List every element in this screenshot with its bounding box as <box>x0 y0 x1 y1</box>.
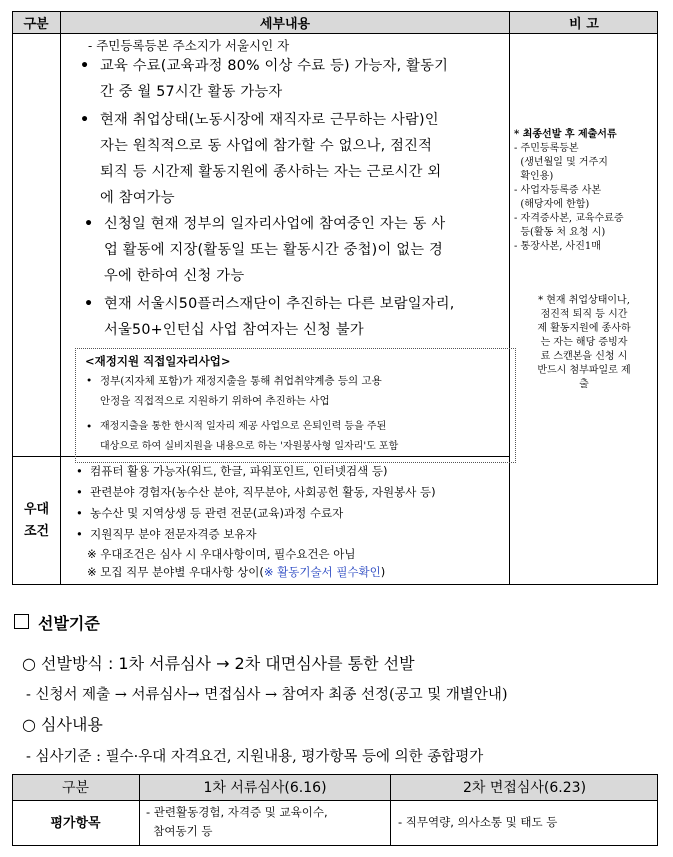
fund-line: 안정을 직접적으로 지원하기 위하여 추진하는 사업 <box>100 395 330 407</box>
remarks-note-line: * 현재 취업상태이나, <box>538 295 630 306</box>
preference-note: ※ 우대조건은 심사 시 우대사항이며, 필수요건은 아님 <box>87 547 356 561</box>
bullet-line: 현재 취업상태(노동시장에 재직자로 근무하는 사람)인 <box>100 112 439 128</box>
preference-item <box>76 484 506 500</box>
preference-label-line: 우대 <box>23 502 50 517</box>
bullet-dot: • <box>76 464 83 478</box>
bullet-employment <box>80 107 508 211</box>
header-category <box>12 11 60 33</box>
remarks-note-line: 출 <box>579 379 589 390</box>
bullet-dot: • <box>76 527 83 541</box>
bullet-dot: • <box>86 421 93 433</box>
review-criteria: - 심사기준 : 필수·우대 자격요건, 지원내용, 평가항목 등에 의한 종합평가 <box>26 749 484 765</box>
remarks-line: (생년월일 및 거주지 <box>514 157 608 168</box>
eval-first-line: 참여동기 등 <box>146 824 213 838</box>
eval-header-label: 1차 서류심사(6.16) <box>203 780 327 796</box>
bullet-dot: • <box>84 216 94 232</box>
address-condition: - 주민등록등본 주소지가 서울시인 자 <box>88 38 290 53</box>
eval-first-line: - 관련활동경험, 자격증 및 교육이수, <box>146 805 328 819</box>
remarks-note-line: 료 스캔본을 신청 시 <box>540 351 628 362</box>
eval-second: - 직무역량, 의사소통 및 태도 등 <box>398 815 558 829</box>
bullet-line: 현재 서울시50플러스재단이 추진하는 다른 보람일자리, <box>104 296 455 312</box>
bullet-line: 서울50+인턴십 사업 참여자는 신청 불가 <box>104 322 364 338</box>
eval-header <box>12 774 139 800</box>
bullet-line: 자는 원칙적으로 동 사업에 참가할 수 없으나, 점진적 <box>100 138 433 154</box>
bullet-line: 에 참여가능 <box>100 190 175 206</box>
bullet-line: 신청일 현재 정부의 일자리사업에 참여중인 자는 동 사 <box>104 216 446 232</box>
selection-method: ○ 선발방식 : 1차 서류심사 → 2차 대면심사를 통한 선발 <box>22 654 415 673</box>
fund-line: 대상으로 하여 실비지원을 내용으로 하는 '자원봉사형 일자리'도 포함 <box>100 441 399 452</box>
fund-box-title: <재정지원 직접일자리사업> <box>85 354 231 368</box>
bullet-other-programs <box>84 291 508 343</box>
preference-text: 지원직무 분야 전문자격증 보유자 <box>90 527 257 541</box>
review-content-label: ○ 심사내용 <box>22 715 103 734</box>
remarks-line: - 자격증사본, 교육수료증 <box>514 213 624 224</box>
header-remarks <box>510 11 658 33</box>
preference-item <box>76 526 506 542</box>
bullet-line: 퇴직 등 시간제 활동지원에 종사하는 자는 근로시간 외 <box>100 164 442 180</box>
evaluation-table <box>12 774 658 846</box>
preference-note-role <box>87 564 385 580</box>
fund-line: 정부(지자체 포함)가 재정지출을 통해 취업취약계층 등의 고용 <box>100 375 382 387</box>
preference-item <box>76 505 506 521</box>
remarks-note-line: 는 자는 해당 증빙자 <box>540 337 628 348</box>
header-remarks-label: 비 고 <box>569 16 599 32</box>
fund-line: 재정지출을 통한 한시적 일자리 제공 사업으로 은퇴인력 등을 주된 <box>100 421 387 432</box>
remarks-line: - 주민등록등본 <box>514 143 579 154</box>
note-text: ) <box>380 565 386 579</box>
remarks-note <box>516 294 652 392</box>
header-category-label: 구분 <box>23 16 49 32</box>
bullet-dot: • <box>80 58 90 74</box>
preference-label-line: 조건 <box>23 524 50 539</box>
preference-text: 컴퓨터 활용 가능자(워드, 한글, 파워포인트, 인터넷검색 등) <box>90 464 388 478</box>
bullet-dot: • <box>76 485 83 499</box>
fund-info-box <box>75 348 516 463</box>
remarks-title: * 최종선발 후 제출서류 <box>514 129 617 140</box>
bullet-line: 우에 한하여 신청 가능 <box>104 268 245 284</box>
eval-header <box>391 774 658 800</box>
remarks-docs <box>514 128 656 254</box>
requirements-table <box>12 11 658 585</box>
selection-process: - 신청서 제출 → 서류심사→ 면접심사 → 참여자 최종 선정(공고 및 개별안내) <box>26 687 508 703</box>
remarks-line: - 통장사본, 사진1매 <box>514 241 601 252</box>
remarks-note-line: 점진적 퇴직 등 시간 <box>540 309 628 320</box>
bullet-dot: • <box>86 375 93 387</box>
bullet-dot: • <box>80 112 90 128</box>
remarks-line: (해당자에 한함) <box>514 199 590 210</box>
preference-text: 관련분야 경험자(농수산 분야, 직무분야, 사회공헌 활동, 자원봉사 등) <box>90 485 436 499</box>
preference-item <box>76 463 506 479</box>
remarks-note-line: 반드시 첨부파일로 제 <box>537 365 631 376</box>
remarks-line: - 사업자등록증 사본 <box>514 185 602 196</box>
bullet-dot: • <box>84 296 94 312</box>
bullet-line: 교육 수료(교육과정 80% 이상 수료 등) 가능자, 활동기 <box>100 58 449 74</box>
header-detail-label: 세부내용 <box>259 16 311 32</box>
skill-statement-link[interactable]: ※ 활동기술서 필수확인 <box>263 565 381 579</box>
eval-row-label: 평가항목 <box>50 816 101 831</box>
preference-text: 농수산 및 지역상생 등 관련 전문(교육)과정 수료자 <box>90 506 344 520</box>
bullet-gov-jobs <box>84 211 508 289</box>
eval-header <box>140 774 390 800</box>
bullet-line: 업 활동에 지장(활동일 또는 활동시간 중첩)이 없는 경 <box>104 242 443 258</box>
preference-label <box>13 499 60 543</box>
header-detail <box>61 11 509 33</box>
eval-header-label: 구분 <box>61 780 90 796</box>
eval-header-label: 2차 면접심사(6.23) <box>462 780 587 796</box>
bullet-dot: • <box>76 506 83 520</box>
section-title: 선발기준 <box>38 614 100 633</box>
remarks-line: 확인용) <box>514 171 554 182</box>
remarks-line: 등(활동 처 요청 시) <box>514 227 606 238</box>
remarks-note-line: 제 활동지원에 종사하 <box>537 323 631 334</box>
bullet-education <box>80 53 508 105</box>
bullet-line: 간 중 월 57시간 활동 가능자 <box>100 84 283 100</box>
section-square-icon <box>14 614 29 629</box>
note-text: ※ 모집 직무 분야별 우대사항 상이( <box>87 565 264 579</box>
